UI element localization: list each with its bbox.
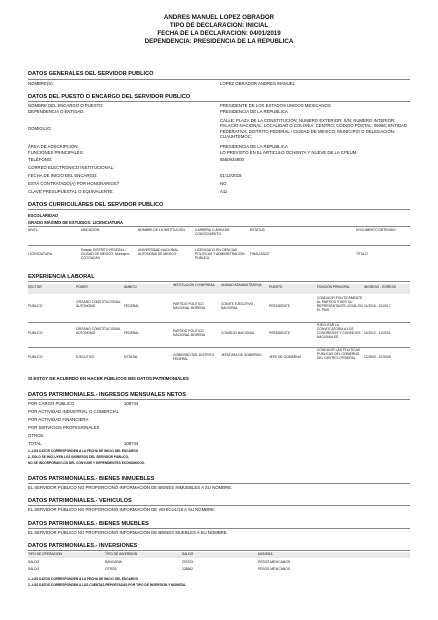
- cell: CONSEJO NACIONAL: [221, 331, 255, 335]
- investment-row: [28, 568, 410, 574]
- investment-row: [28, 561, 410, 567]
- cell: UNIVERSIDAD NACIONAL AUTONOMA DE MEXICO: [138, 248, 179, 256]
- investments-section-title: DATOS PATRIMONIALES.- INVERSIONES: [28, 543, 138, 549]
- cell: EJECUTIVO: [76, 355, 95, 359]
- cell: 12/2000 - 07/2005: [364, 355, 391, 359]
- income-note: NO SE INCORPORAN LOS DEL CONYUGE Y DEPENDIENTES ECONOMICOS.: [28, 461, 145, 465]
- col-header: UNIDAD ADMINISTRATIVA: [221, 283, 262, 287]
- col-header: NIVEL: [28, 228, 38, 232]
- investments-note: 2.-LOS DATOS CORRESPONDEN A LAS CUENTAS REPORTADAS POR TIPO DE INVERSION Y MONEDA.: [28, 583, 187, 587]
- divider: [28, 226, 410, 227]
- col-header: ESTATUS: [250, 228, 265, 232]
- col-header: CARRERA O ÁREA DE CONOCIMIENTO: [195, 228, 230, 236]
- cell: 228662: [182, 567, 194, 571]
- cell: PUBLICO: [28, 304, 43, 308]
- cell: SALDO: [28, 560, 40, 564]
- cell: PARTIDO POLITICO NACIONAL MORENA: [173, 329, 206, 337]
- cell: ORGANO CONSTITUCIONAL AUTONOMO: [76, 327, 121, 335]
- position-label: DEPENDENCIA O ENTIDAD:: [28, 109, 85, 114]
- curricular-section-title: DATOS CURRICULARES DEL SERVIDOR PUBLICO: [28, 202, 164, 208]
- position-value: A11: [220, 189, 228, 194]
- divider: [28, 79, 410, 80]
- col-header: INSTITUCIÓN O EMPRESA: [173, 283, 215, 287]
- movables-section-title: DATOS PATRIMONIALES.- BIENES MUEBLES: [28, 521, 149, 527]
- income-note: 2.-SOLO SE INCLUYEN LOS INGRESOS DEL SERVIDOR PUBLICO,: [28, 455, 130, 459]
- position-label: CLAVE PRESUPUESTAL O EQUIVALENTE:: [28, 189, 114, 194]
- cell: PRESIDENTE: [269, 304, 291, 308]
- schooling-subtitle: ESCOLARIDAD: [28, 213, 59, 218]
- declaration-type: TIPO DE DECLARACION: INICIAL: [169, 22, 269, 29]
- vehicles-section-title: DATOS PATRIMONIALES.- VEHICULOS: [28, 498, 132, 504]
- divider: [28, 245, 410, 246]
- col-header: ÁMBITO: [124, 285, 137, 289]
- cell: PESOS MEXICANOS: [258, 560, 291, 564]
- col-header: NOMBRE DE LA INSTITUCIÓN: [138, 228, 185, 232]
- max-degree-subtitle: GRADO MÁXIMO DE ESTUDIOS: LICENCIATURA: [28, 220, 123, 225]
- divider: [28, 281, 410, 282]
- col-header: SECTOR: [28, 285, 42, 289]
- divider: [28, 209, 410, 210]
- cell: LICENCIADO EN CIENCIAS POLITICAS Y ADMINISTRACION PUBLICA: [195, 248, 245, 260]
- position-value: 5550934800: [220, 157, 244, 162]
- cell: PUBLICO: [28, 331, 43, 335]
- investments-table-header: [28, 552, 410, 558]
- cell: ESTATAL: [124, 355, 138, 359]
- cell: GOBIERNO DEL DISTRITO FEDERAL: [173, 353, 215, 361]
- movables-text: EL SERVIDOR PÚBLICO NO PROPORCIONÓ INFORMACIÓN DE BIENES MUEBLES A SU NOMBRE.: [28, 530, 228, 535]
- declaration-date: FECHA DE LA DECLARACION: 04/01/2019: [157, 30, 281, 37]
- cell: FINALIZADO: [250, 252, 270, 256]
- education-row: [28, 249, 410, 267]
- agreement-statement: SI ESTOY DE ACUERDO EN HACER PÚBLICOS MIS DATOS PATRIMONIALES: [28, 376, 189, 381]
- income-label: TOTAL: [28, 441, 42, 446]
- realestate-section-title: DATOS PATRIMONIALES.- BIENES INMUEBLES: [28, 476, 155, 482]
- cell: 11/2015 - 12/2017: [364, 304, 391, 308]
- income-label: OTROS: [28, 433, 44, 438]
- position-value: PRESIDENCIA DE LA REPUBLICA: [220, 144, 288, 149]
- col-header: MONEDA: [258, 552, 273, 556]
- document-header: [0, 14, 438, 46]
- cell: TITULO: [356, 252, 368, 256]
- name-value: LOPEZ OBRADOR ANDRES MANUEL: [220, 81, 295, 86]
- col-header: TIPO DE INVERSIÓN: [105, 552, 138, 556]
- income-section-title: DATOS PATRIMONIALES.- INGRESOS MENSUALES NETOS: [28, 392, 186, 398]
- divider: [28, 101, 410, 102]
- cell: PUBLICO: [28, 355, 43, 359]
- cell: FEDERAL: [124, 304, 140, 308]
- col-header: PODER: [76, 285, 88, 289]
- cell: JEFATURA DE GOBIERNO: [221, 353, 262, 357]
- position-label: NOMBRE DEL ENCARGO O PUESTO:: [28, 103, 104, 108]
- declaration-dependency: DEPENDENCIA: PRESIDENCIA DE LA REPUBLICA: [144, 38, 294, 45]
- col-header: TIPO DE OPERACIÓN: [28, 552, 62, 556]
- cell: 207023: [182, 560, 194, 564]
- col-header: SALDO: [182, 552, 194, 556]
- position-label: ÁREA DE ADSCRIPCIÓN:: [28, 144, 79, 149]
- experience-table-header: [28, 284, 410, 294]
- divider: [28, 483, 410, 484]
- income-label: POR CARGO PUBLICO: [28, 401, 75, 406]
- cell: ORGANO CONSTITUCIONAL AUTONOMO: [76, 300, 121, 308]
- experience-row: [28, 324, 410, 346]
- position-label: FECHA DE INICIO DEL ENCARGO:: [28, 173, 98, 178]
- cell: CONDUCIR POLITICAMENTE AL PARTIDO Y SER SU REPRESENTANTE LEGAL EN EL PAIS: [317, 296, 363, 312]
- cell: JEFE DE GOBIERNO: [269, 355, 302, 359]
- cell: BANCARIA: [105, 560, 122, 564]
- experience-section-title: EXPERIENCIA LABORAL: [28, 274, 95, 280]
- cell: EJECUTAR LA CONVOCATORIA A LOS CONGRESOS Y CONSEJOS NACIONALES: [317, 323, 361, 339]
- col-header: FUNCIÓN PRINCIPAL: [317, 285, 351, 289]
- divider: [28, 399, 410, 400]
- cell: 11/2012 - 11/2015: [364, 331, 391, 335]
- vehicles-text: EL SERVIDOR PÚBLICO NO PROPORCIONÓ INFORMACIÓN DE VEHÍCULOS A SU NOMBRE.: [28, 507, 216, 512]
- col-header: INGRESO - EGRESO: [364, 285, 397, 289]
- col-header: UBICACIÓN: [81, 228, 100, 232]
- col-header: DOCUMENTO OBTENIDO: [356, 228, 396, 232]
- declarant-name: ANDRES MANUEL LOPEZ OBRADOR: [163, 14, 275, 21]
- income-value: 108744: [124, 441, 139, 446]
- income-label: POR ACTIVIDAD FINANCIERA: [28, 417, 89, 422]
- col-header: PUESTO: [269, 285, 283, 289]
- position-value: PRESIDENCIA DE LA REPUBLICA: [220, 109, 288, 114]
- divider: [28, 505, 410, 506]
- cell: PARTIDO POLITICO NACIONAL MORENA: [173, 302, 206, 310]
- divider: [28, 322, 410, 323]
- cell: LICENCIATURA: [28, 252, 52, 256]
- experience-row: [28, 349, 410, 367]
- name-label: NOMBRE(S):: [28, 81, 54, 86]
- income-label: POR SERVICIOS PROFESIONALES: [28, 425, 100, 430]
- general-section-title: DATOS GENERALES DEL SERVIDOR PUBLICO: [28, 71, 154, 77]
- cell: COMITE EJECUTIVO NACIONAL: [221, 302, 254, 310]
- cell: PESOS MEXICANOS: [258, 567, 291, 571]
- position-value: CALLE: PLAZA DE LA CONSTITUCION; NUMERO EXTERIOR: S/N; NUMERO INTERIOR: PALACIO NACIONAL; LOCALIDAD O COLONIA: CENTRO; CÓDIGO POSTAL: 06066; ENTIDAD FEDERATIVA: DISTRITO FEDERAL / CIUDAD DE MEXICO; MUNICIPIO O DELEGACIÓN: CUAUHTEMOC;: [220, 118, 408, 139]
- cell: PRESIDENTE: [269, 331, 291, 335]
- income-label: POR ACTIVIDAD INDUSTRIAL O COMERCIAL: [28, 409, 120, 414]
- position-label: CORREO ELECTRÓNICO INSTITUCIONAL:: [28, 165, 115, 170]
- investments-note: 1.-LOS DATOS CORRESPONDEN A LA FECHA DE INICIO DEL ENCARGO: [28, 577, 139, 581]
- experience-row: [28, 297, 410, 321]
- position-label: TELÉFONO:: [28, 157, 53, 162]
- position-label: DOMICILIO:: [28, 126, 52, 131]
- realestate-text: EL SERVIDOR PÚBLICO NO PROPORCIONÓ INFORMACIÓN DE BIENES INMUEBLES A SU NOMBRE.: [28, 485, 233, 490]
- cell: CONDUCIR LAS POLITICAS PUBLICAS DEL GOBIERNO DEL DISTRITO FEDERAL: [317, 348, 361, 360]
- education-table-header: [28, 229, 410, 245]
- cell: FEDERAL: [124, 331, 140, 335]
- position-value: PRESIDENTE DE LOS ESTADOS UNIDOS MEXICANOS: [220, 103, 331, 108]
- position-value: 01/12/2018: [220, 173, 242, 178]
- position-value: NO: [220, 181, 227, 186]
- position-section-title: DATOS DEL PUESTO O ENCARGO DEL SERVIDOR PUBLICO: [28, 94, 191, 100]
- position-label: ESTÁ CONTRATADO(A) POR HONORARIOS?: [28, 181, 120, 186]
- cell: SALDO: [28, 567, 40, 571]
- cell: Estado: DISTRITO FEDERAL / CIUDAD DE MEXICO; Municipio: COYOACAN: [81, 248, 130, 260]
- position-value: LO PREVISTO EN EL ARTICULO OCHENTA Y NUEVE DE LA CPEUM: [220, 150, 357, 155]
- divider: [28, 528, 410, 529]
- income-value: 108744: [124, 401, 139, 406]
- divider: [28, 550, 410, 551]
- position-label: FUNCIONES PRINCIPALES:: [28, 150, 84, 155]
- income-note: 1.-LOS DATOS CORRESPONDEN A LA FECHA DE INICIO DEL ENCARGO: [28, 449, 139, 453]
- cell: OTROS: [105, 567, 117, 571]
